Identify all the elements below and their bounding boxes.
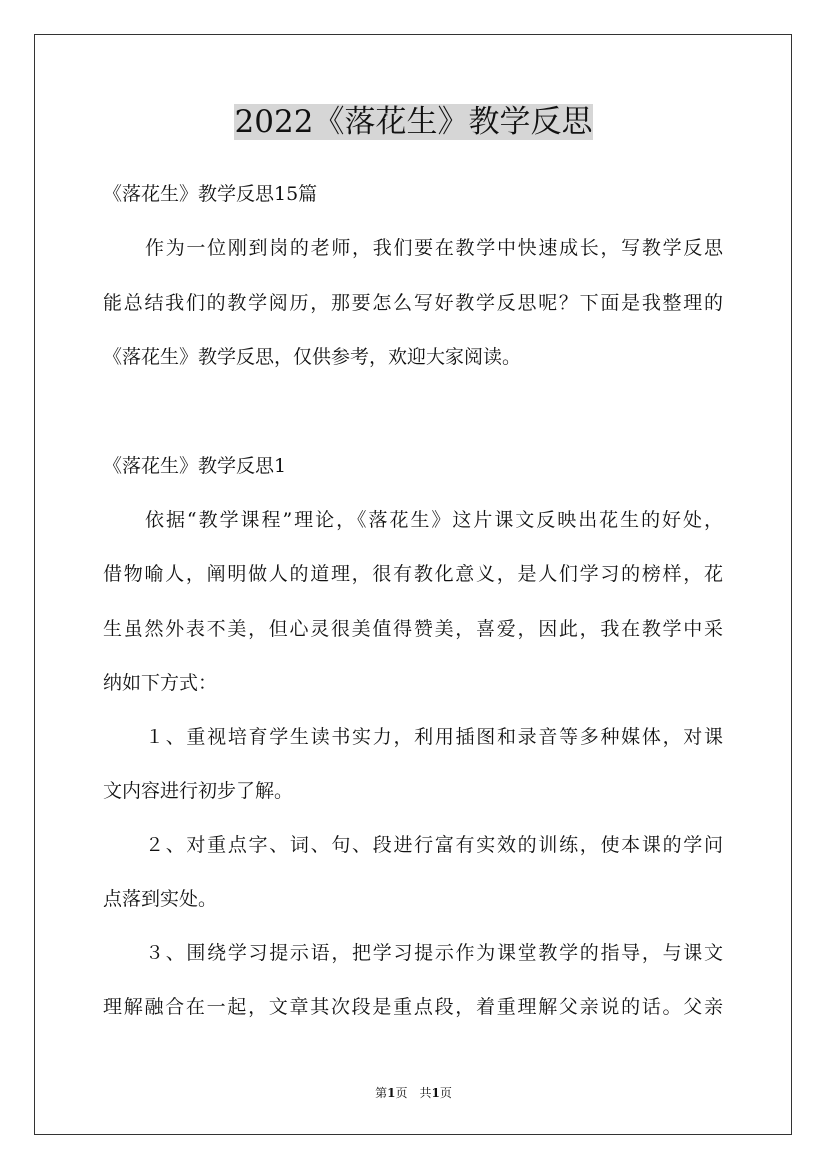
- intro-line-1: 作为一位刚到岗的老师，我们要在教学中快速成长，写教学反思: [145, 237, 723, 259]
- section-para-line-3: 生虽然外表不美，但心灵很美值得赞美，喜爱，因此，我在教学中采: [103, 618, 723, 640]
- current-page-number: 1: [387, 1086, 396, 1100]
- point-3-line-2: 理解融合在一起，文章其次段是重点段，着重理解父亲说的话。父亲: [103, 996, 723, 1018]
- point-3-line-1: ３、围绕学习提示语，把学习提示作为课堂教学的指导，与课文: [145, 942, 723, 964]
- intro-line-2: 能总结我们的教学阅历，那要怎么写好教学反思呢？下面是我整理的: [103, 292, 723, 314]
- section-para-line-1: 依据“教学课程”理论，《落花生》这片课文反映出花生的好处，: [145, 509, 723, 531]
- intro-line-3: 《落花生》教学反思，仅供参考，欢迎大家阅读。: [103, 346, 522, 368]
- subtitle: 《落花生》教学反思15篇: [103, 183, 318, 205]
- total-page-number: 1: [431, 1086, 440, 1100]
- section-para-line-4: 纳如下方式：: [103, 672, 218, 694]
- point-1-line-1: １、重视培育学生读书实力，利用插图和录音等多种媒体，对课: [145, 726, 723, 748]
- section-heading: 《落花生》教学反思1: [103, 455, 287, 477]
- point-2-line-2: 点落到实处。: [103, 888, 218, 910]
- document-title: 2022《落花生》教学反思: [234, 104, 593, 140]
- section-para-line-2: 借物喻人，阐明做人的道理，很有教化意义，是人们学习的榜样，花: [103, 563, 723, 585]
- point-2-line-1: ２、对重点字、词、句、段进行富有实效的训练，使本课的学问: [145, 834, 723, 856]
- page-footer: 第1页 共1页: [375, 1086, 452, 1100]
- point-1-line-2: 文内容进行初步了解。: [103, 780, 294, 802]
